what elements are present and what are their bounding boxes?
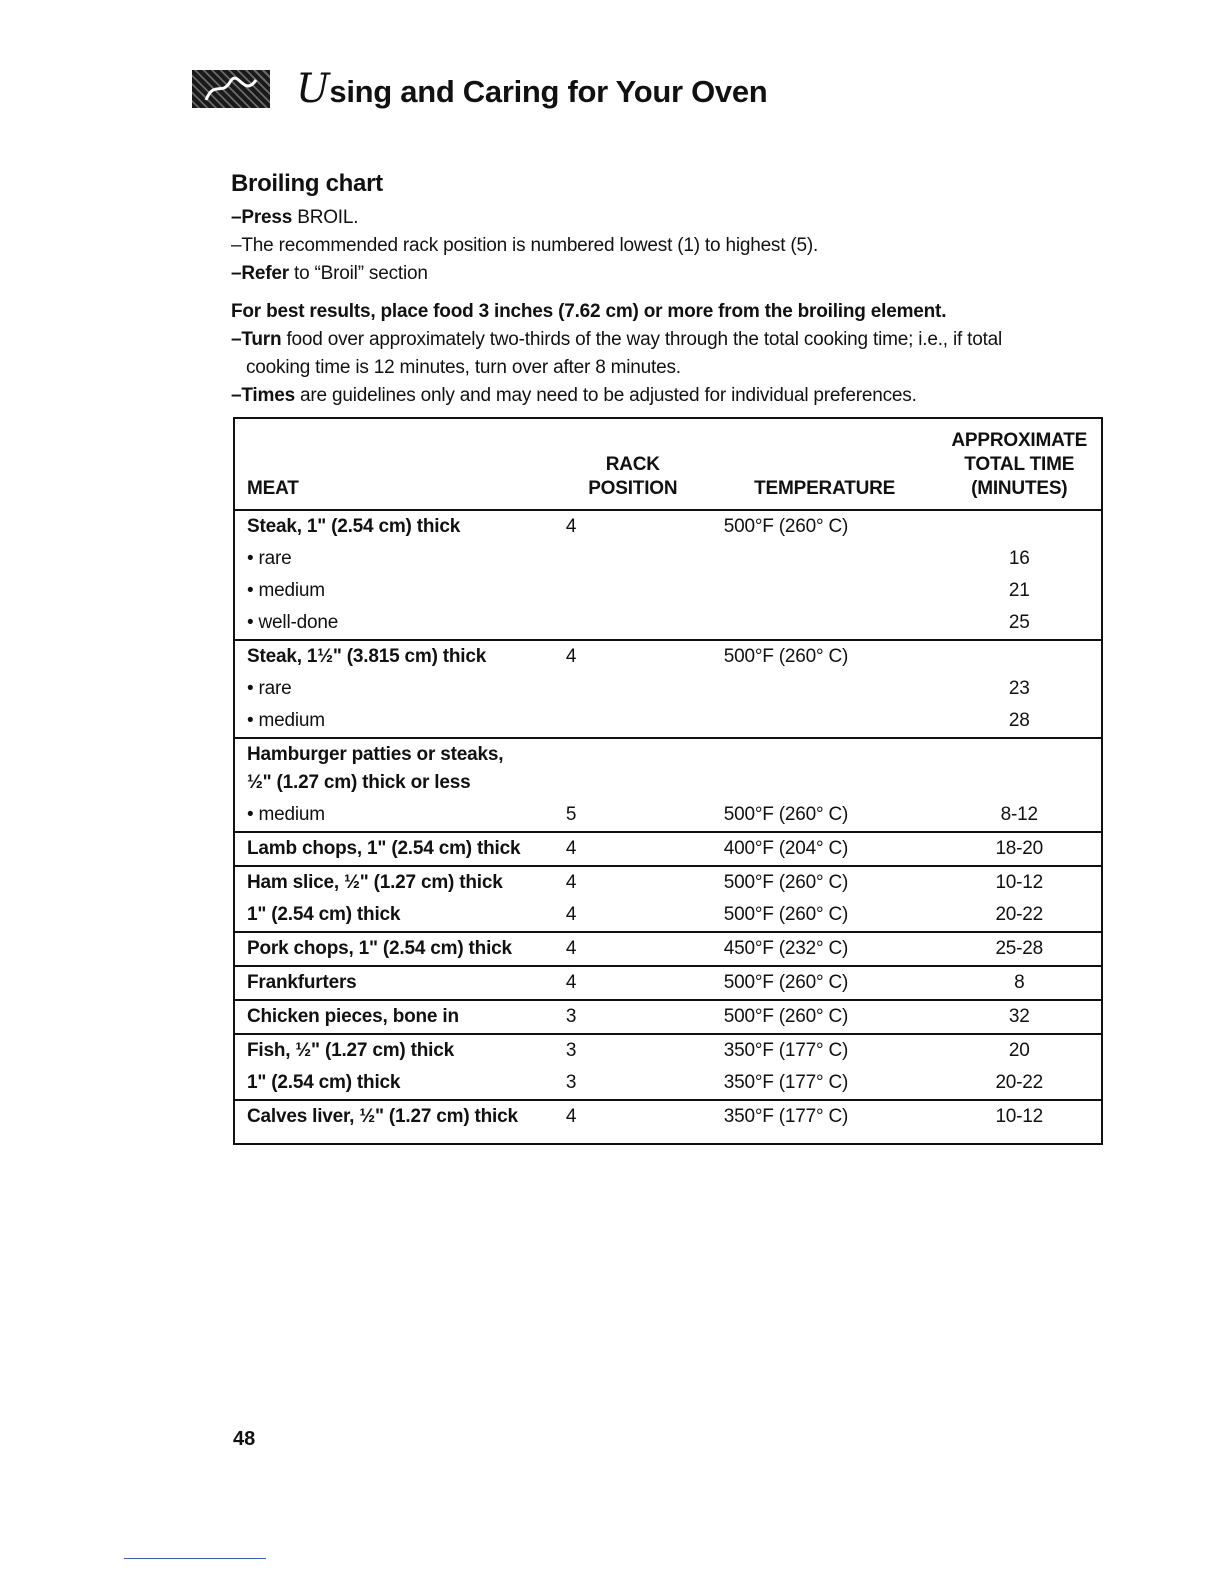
table-row: • medium 21 (247, 580, 1030, 601)
table-row: Frankfurters 4 500°F (260° C) 8 (234, 966, 1102, 1000)
oven-logo-icon (192, 70, 270, 108)
table-row: Pork chops, 1" (2.54 cm) thick 4 450°F (232° C) 25-28 (234, 932, 1102, 966)
table-header-row (234, 418, 1102, 510)
instruction-rack-position: –The recommended rack position is numbered lowest (1) to highest (5). (231, 235, 819, 256)
header-temperature: TEMPERATURE (754, 478, 896, 499)
table-row: Lamb chops, 1" (2.54 cm) thick 4 400°F (204° C) 18-20 (234, 832, 1102, 866)
broiling-chart-table (233, 417, 1103, 1145)
instruction-press-broil: –Press BROIL. (231, 207, 359, 228)
instruction-refer: –Refer to “Broil” section (231, 263, 428, 284)
header-total-time: APPROXIMATE TOTAL TIME (MINUTES) (951, 430, 1088, 499)
table-row: 1" (2.54 cm) thick 3 350°F (177° C) 20-22 (234, 1067, 1102, 1100)
table-row: Calves liver, ½" (1.27 cm) thick 4 350°F (177° C) 10-12 (247, 1106, 1044, 1127)
table-row: Chicken pieces, bone in 3 500°F (260° C) 32 (234, 1000, 1102, 1034)
broiling-section (231, 170, 1131, 410)
table-row: Hamburger patties or steaks, ½" (1.27 cm) thick or less (247, 744, 504, 793)
footer-divider (124, 1558, 266, 1559)
table-row: Steak, 1" (2.54 cm) thick 4 500°F (260° C) (247, 516, 849, 537)
tip-turn-food: –Turn food over approximately two-thirds of the way through the total cooking time; i.e., if total (231, 329, 1003, 350)
section-title: Broiling chart (231, 170, 383, 197)
table-row: • medium 28 (234, 705, 1102, 738)
table-row: • rare 16 (247, 548, 1030, 569)
table-row: Ham slice, ½" (1.27 cm) thick 4 500°F (260° C) 10-12 (247, 872, 1044, 893)
best-results-note: For best results, place food 3 inches (7.62 cm) or more from the broiling element. (231, 301, 947, 322)
table-row: • well-done 25 (234, 607, 1102, 640)
page-number: 48 (233, 1428, 256, 1450)
page-title: Using and Caring for Your Oven (296, 66, 768, 112)
header-rack-position: RACK POSITION (588, 454, 678, 499)
table-row: • rare 23 (247, 678, 1030, 699)
page-header (192, 66, 767, 112)
tip-times: –Times are guidelines only and may need to be adjusted for individual preferences. (231, 385, 917, 406)
table-row: 1" (2.54 cm) thick 4 500°F (260° C) 20-22 (234, 899, 1102, 932)
table-row: Steak, 1½" (3.815 cm) thick 4 500°F (260° C) (247, 646, 849, 667)
table-row: • medium 5 500°F (260° C) 8-12 (234, 799, 1102, 832)
tip-turn-food-cont: cooking time is 12 minutes, turn over after 8 minutes. (246, 357, 681, 378)
header-meat: MEAT (247, 478, 299, 499)
table-row: Fish, ½" (1.27 cm) thick 3 350°F (177° C) 20 (247, 1040, 1030, 1061)
